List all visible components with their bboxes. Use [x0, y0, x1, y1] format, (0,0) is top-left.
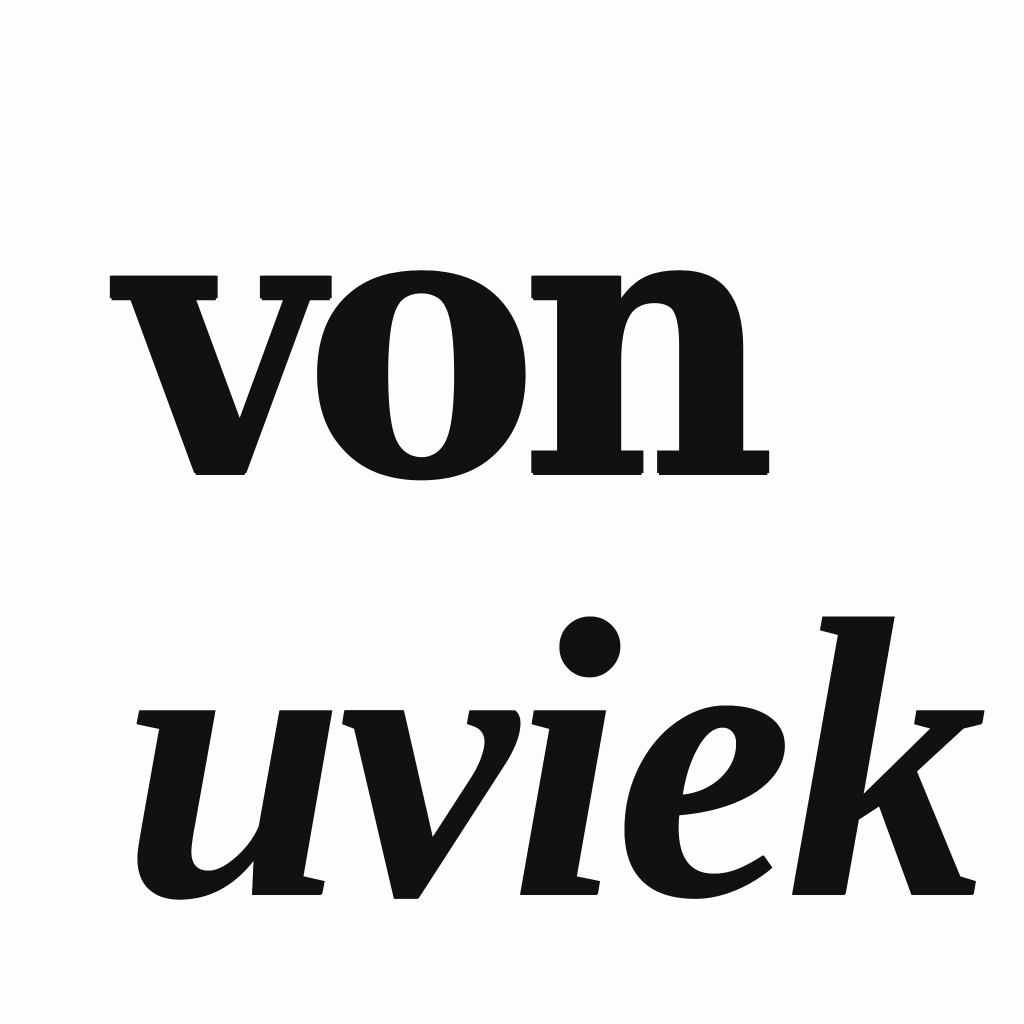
text-line-1: von [118, 116, 759, 563]
text-line-2: uviek [122, 538, 981, 981]
